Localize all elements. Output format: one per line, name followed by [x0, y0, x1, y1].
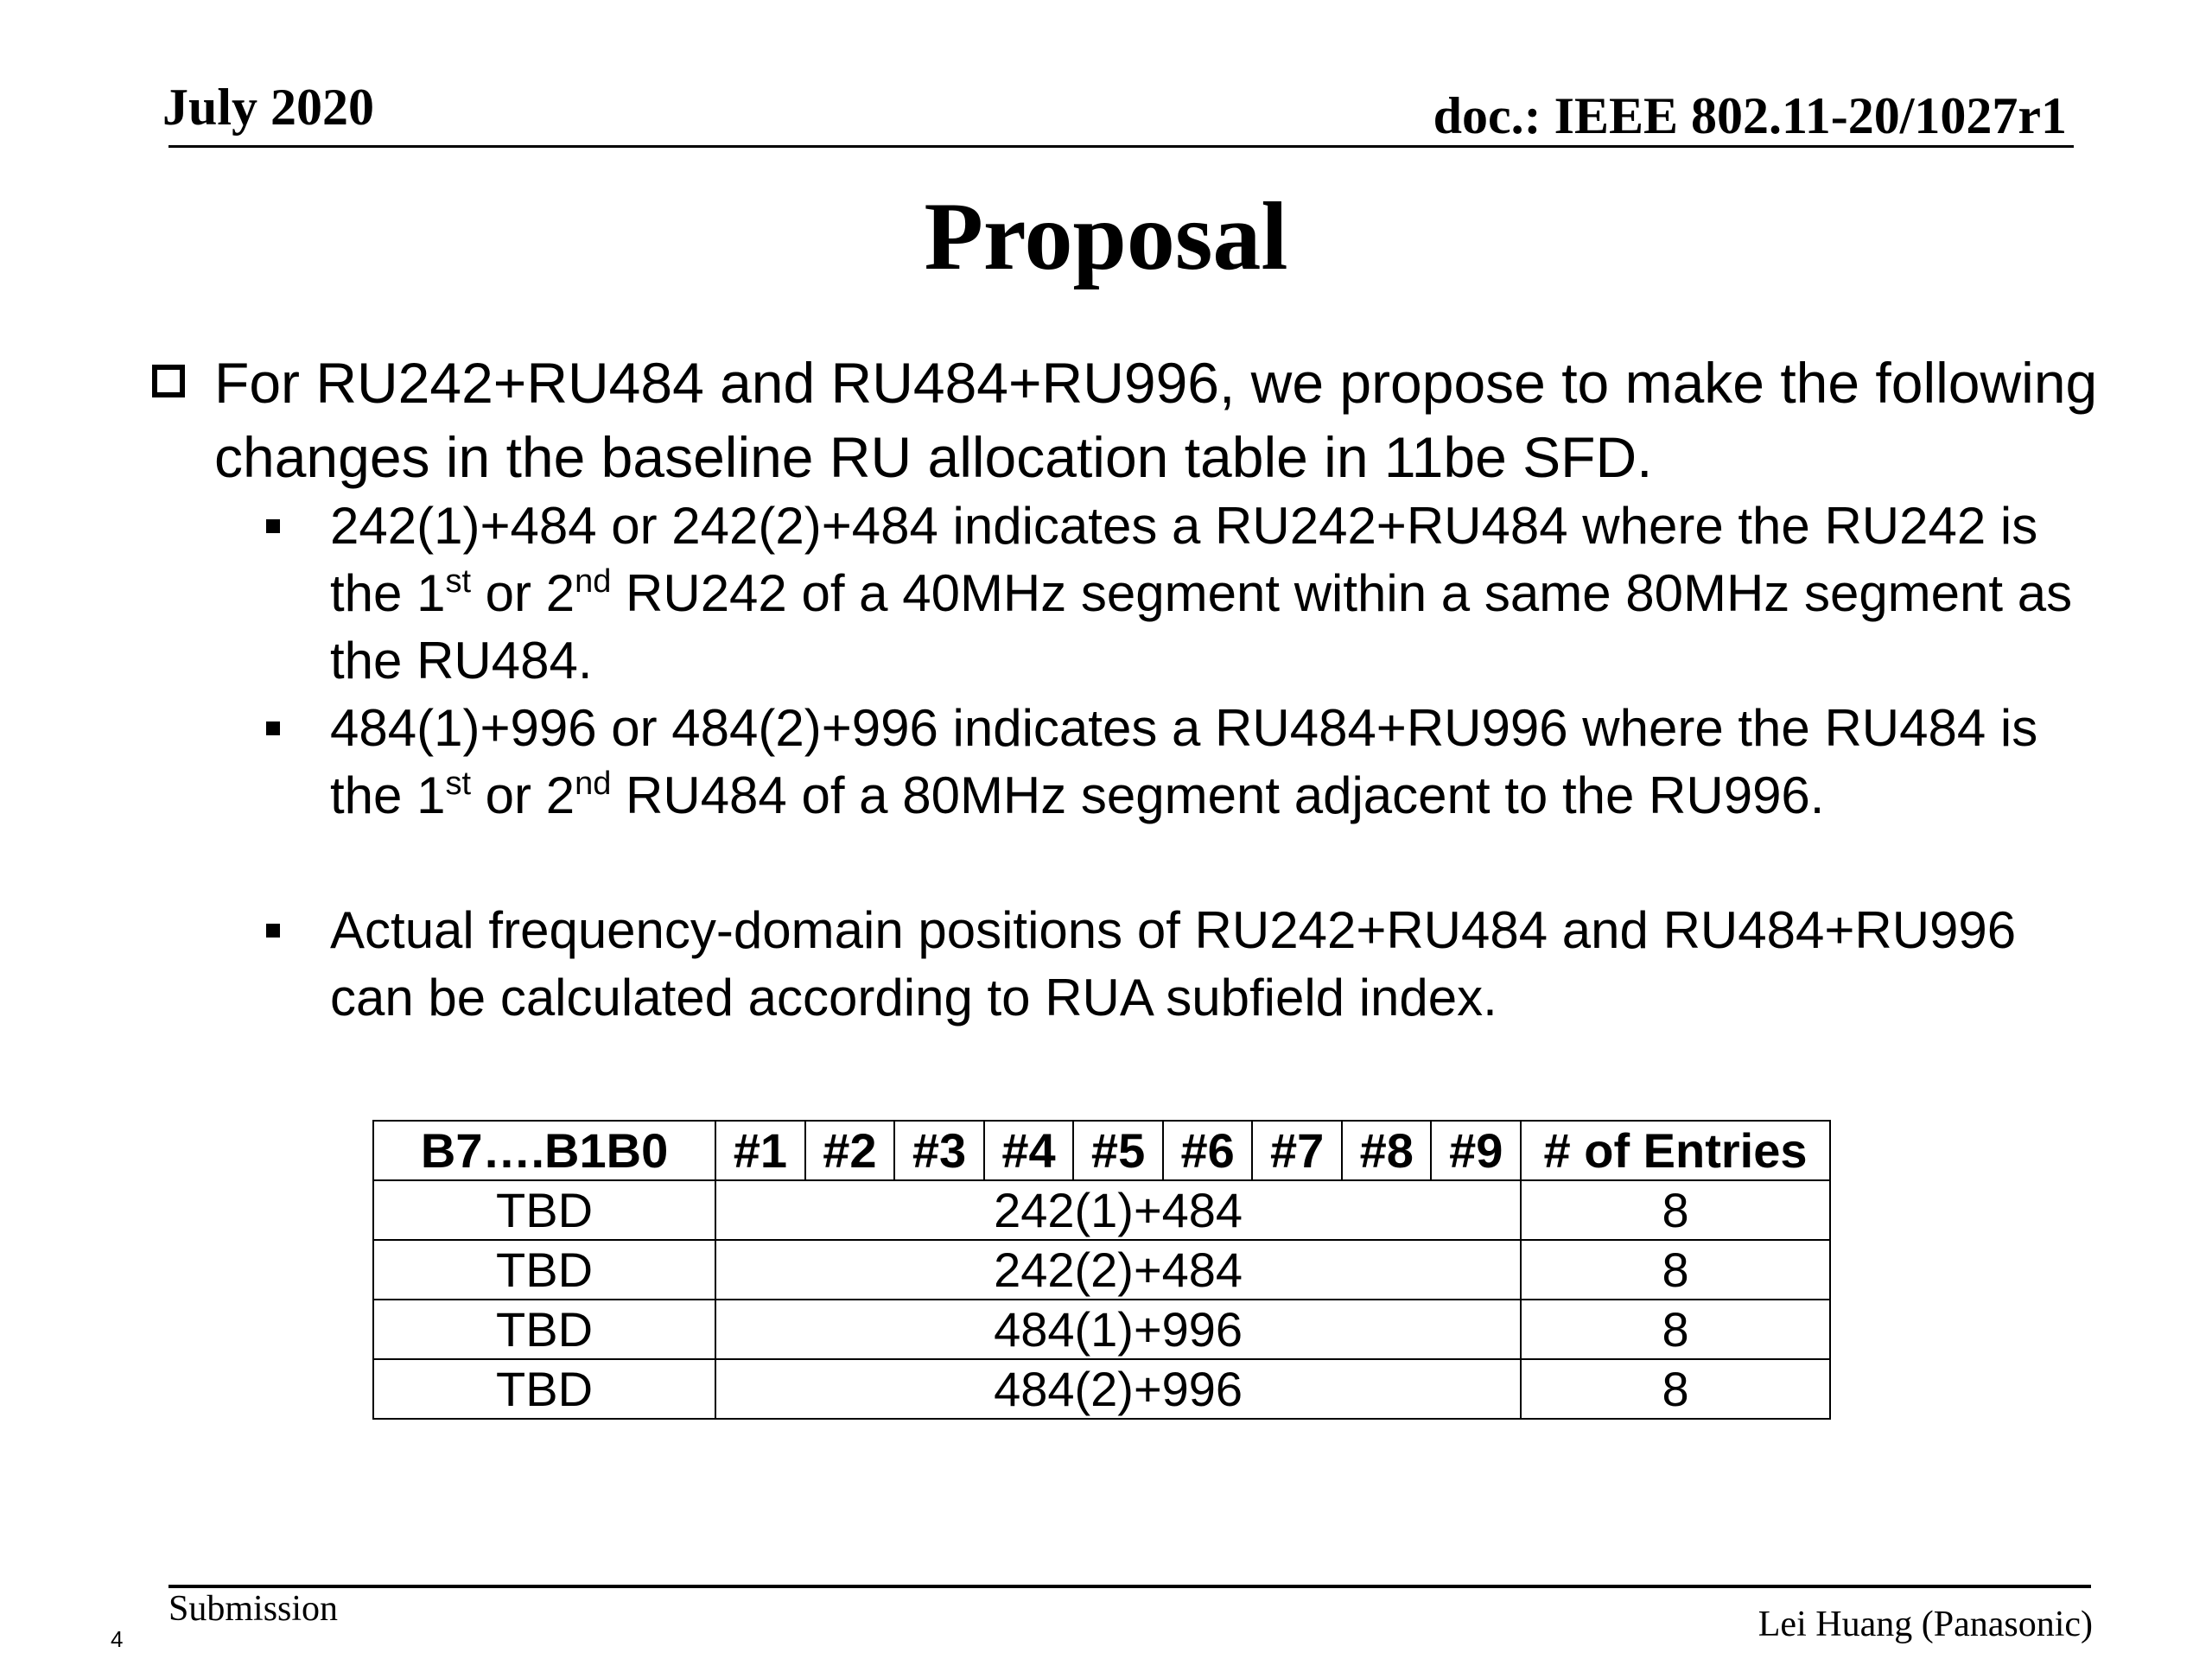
table-header-cell: #7 — [1252, 1121, 1342, 1180]
table-header-cell: #6 — [1163, 1121, 1253, 1180]
table-row — [373, 1240, 1830, 1300]
table-cell-entries: 8 — [1521, 1300, 1830, 1359]
sub-bullet-3 — [259, 897, 2074, 1032]
table-row — [373, 1300, 1830, 1359]
table-cell-index: TBD — [373, 1240, 715, 1300]
table-cell-index: TBD — [373, 1180, 715, 1240]
table-header-cell: B7….B1B0 — [373, 1121, 715, 1180]
table-cell-entries: 8 — [1521, 1180, 1830, 1240]
table-header-cell: # of Entries — [1521, 1121, 1830, 1180]
table-row — [373, 1180, 1830, 1240]
square-bullet-icon — [266, 924, 280, 938]
ru-allocation-table — [372, 1120, 1831, 1420]
table-header-cell: #5 — [1073, 1121, 1163, 1180]
page-number: 4 — [111, 1626, 124, 1652]
table-header-row — [373, 1121, 1830, 1180]
header-divider — [168, 145, 2074, 148]
table-header-cell: #1 — [715, 1121, 805, 1180]
main-point-text: For RU242+RU484 and RU484+RU996, we propose to make the following changes in the baseline RU allocation table in 11be SFD. — [214, 351, 2098, 489]
table-cell-allocation: 242(2)+484 — [715, 1240, 1521, 1300]
sub-bullet-1 — [259, 493, 2074, 695]
footer-submission: Submission — [168, 1589, 339, 1629]
table-cell-entries: 8 — [1521, 1240, 1830, 1300]
footer-divider — [168, 1585, 2091, 1588]
header-doc-id: doc.: IEEE 802.11-20/1027r1 — [1433, 87, 2067, 144]
table-cell-allocation: 484(2)+996 — [715, 1359, 1521, 1419]
table-cell-allocation: 242(1)+484 — [715, 1180, 1521, 1240]
table-cell-index: TBD — [373, 1359, 715, 1419]
table-header-cell: #9 — [1431, 1121, 1521, 1180]
table-cell-entries: 8 — [1521, 1359, 1830, 1419]
table-cell-index: TBD — [373, 1300, 715, 1359]
table-cell-allocation: 484(1)+996 — [715, 1300, 1521, 1359]
sub-bullet-2-text: 484(1)+996 or 484(2)+996 indicates a RU484+RU996 where the RU484 is the 1st or 2nd RU484 of a 80MHz segment adjacent to the RU996. — [330, 699, 2038, 824]
square-bullet-icon — [266, 519, 280, 533]
table-header-cell: #3 — [894, 1121, 984, 1180]
footer-author: Lei Huang (Panasonic) — [1758, 1605, 2093, 1644]
sub-bullet-1-text: 242(1)+484 or 242(2)+484 indicates a RU242+RU484 where the RU242 is the 1st or 2nd RU242 of a 40MHz segment within a same 80MHz segment as the RU484. — [330, 497, 2073, 690]
sub-bullet-3-text: Actual frequency-domain positions of RU242+RU484 and RU484+RU996 can be calculated according to RUA subfield index. — [330, 901, 2017, 1027]
square-bullet-icon — [266, 721, 280, 735]
sub-bullet-2 — [259, 695, 2074, 830]
table-row — [373, 1359, 1830, 1419]
header-date: July 2020 — [162, 79, 375, 136]
table-header-cell: #2 — [805, 1121, 895, 1180]
table-header-cell: #4 — [984, 1121, 1074, 1180]
checkbox-bullet-icon — [152, 365, 185, 397]
main-point — [145, 346, 2115, 494]
table-header-cell: #8 — [1342, 1121, 1432, 1180]
slide-title: Proposal — [924, 183, 1288, 290]
